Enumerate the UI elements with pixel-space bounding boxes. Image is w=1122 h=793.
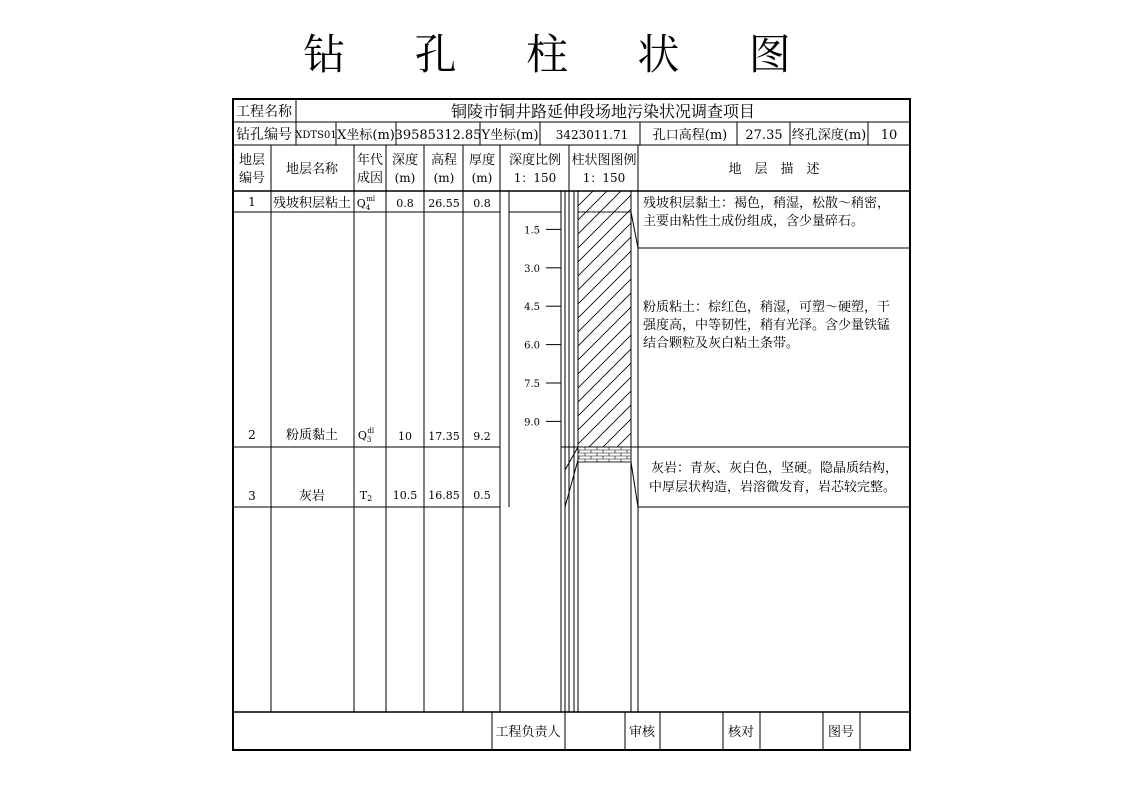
header-name: 地层名称 <box>285 162 339 177</box>
footer-drawing-no-label: 图号 <box>827 725 855 740</box>
footer-review-label: 审核 <box>628 725 656 740</box>
svg-text:Q3dl <box>358 427 375 444</box>
svg-text:T2 <box>360 489 372 503</box>
depth-scale <box>524 225 561 428</box>
layer-3-depth: 10.5 <box>392 489 418 502</box>
layer-1-desc-line-2: 主要由粘性土成份组成，含少量碎石。 <box>643 214 865 229</box>
header-elev-2: (m) <box>433 171 455 185</box>
depth-tick-label-1: 1.5 <box>524 225 540 237</box>
layer-3-name: 灰岩 <box>298 489 326 504</box>
header-log-2: 1：150 <box>582 171 626 185</box>
elevation-label: 孔口高程(m) <box>652 128 728 143</box>
header-age-2: 成因 <box>356 171 384 186</box>
layer-1-name: 残坡积层粘土 <box>272 196 352 211</box>
header-thick-1: 厚度 <box>468 153 496 168</box>
y-coord-value: 3423011.71 <box>555 128 629 142</box>
limestone-layer-pattern <box>578 447 631 462</box>
clay-layer-pattern <box>578 191 631 212</box>
layer-1-desc-line-1: 残坡积层黏土：褐色，稍湿，松散～稍密， <box>643 196 891 211</box>
layer-2-name: 粉质黏土 <box>285 428 339 443</box>
final-depth-value: 10 <box>880 128 898 143</box>
layer-1-age: Q <box>356 197 366 210</box>
depth-tick-label-3: 4.5 <box>524 302 540 314</box>
header-no-2: 编号 <box>238 171 266 186</box>
layer-3-desc-line-1: 灰岩：青灰、灰白色，坚硬。隐晶质结构， <box>651 461 899 476</box>
layer-3-age: T <box>359 489 368 502</box>
footer-manager-label: 工程负责人 <box>495 725 561 740</box>
x-coord-value: 39585312.85 <box>394 128 482 143</box>
layer-2-age: Q <box>357 429 367 442</box>
layer-1-age-sup: ml <box>366 195 376 203</box>
y-coord-label: Y坐标(m) <box>481 128 539 143</box>
layer-2-desc-line-2: 强度高，中等韧性，稍有光泽。含少量铁锰 <box>643 318 891 333</box>
layer-1-thickness: 0.8 <box>473 197 491 210</box>
project-label: 工程名称 <box>236 104 292 120</box>
layer-row-3 <box>248 460 898 504</box>
header-thick-2: (m) <box>471 171 493 185</box>
layer-2-no: 2 <box>248 428 256 442</box>
layer-2-depth: 10 <box>398 430 412 443</box>
depth-tick-label-6: 9.0 <box>524 417 540 429</box>
final-depth-label: 终孔深度(m) <box>791 128 867 143</box>
header-depth-2: (m) <box>394 171 416 185</box>
svg-text:Q4ml <box>357 195 376 212</box>
layer-2-elevation: 17.35 <box>428 430 460 443</box>
header-scale-1: 深度比例 <box>508 153 562 168</box>
layer-3-elevation: 16.85 <box>428 489 460 502</box>
silty-clay-layer-pattern <box>578 212 631 447</box>
layer-3-desc-line-2: 中厚层状构造，岩溶微发育，岩芯较完整。 <box>649 480 897 495</box>
header-no-1: 地层 <box>238 153 266 168</box>
header-scale-2: 1：150 <box>513 171 557 185</box>
layer-2-age-sup: dl <box>367 427 375 435</box>
layer-3-age-sub: 2 <box>367 494 373 503</box>
layer-1-no: 1 <box>248 195 256 209</box>
layer-2-age-sub: 3 <box>366 436 372 444</box>
header-description: 地 层 描 述 <box>728 162 820 177</box>
page-title: 钻 孔 柱 状 图 <box>303 30 819 79</box>
layer-2-desc-line-3: 结合颗粒及灰白粘土条带。 <box>643 336 800 351</box>
layer-2-thickness: 9.2 <box>473 430 491 443</box>
depth-tick-label-4: 6.0 <box>524 340 540 352</box>
layer-2-desc-line-1: 粉质粘土：棕红色，稍湿，可塑～硬塑，干 <box>643 300 891 315</box>
layer-3-thickness: 0.5 <box>473 489 491 502</box>
header-age-1: 年代 <box>356 153 384 168</box>
header-log-1: 柱状图图例 <box>571 153 637 168</box>
project-name: 铜陵市铜井路延伸段场地污染状况调查项目 <box>450 102 756 121</box>
footer-check-label: 核对 <box>727 725 755 740</box>
hole-value: XDTS01 <box>295 130 337 141</box>
header-elev-1: 高程 <box>430 153 458 168</box>
layer-1-age-sub: 4 <box>365 204 371 212</box>
hole-label: 钻孔编号 <box>236 127 292 143</box>
depth-tick-label-5: 7.5 <box>524 379 540 390</box>
x-coord-label: X坐标(m) <box>337 128 395 143</box>
layer-1-elevation: 26.55 <box>428 197 460 210</box>
layer-3-no: 3 <box>248 489 256 503</box>
elevation-value: 27.35 <box>745 128 783 143</box>
header-depth-1: 深度 <box>391 153 419 168</box>
layer-1-depth: 0.8 <box>396 197 414 210</box>
depth-tick-label-2: 3.0 <box>524 263 540 275</box>
